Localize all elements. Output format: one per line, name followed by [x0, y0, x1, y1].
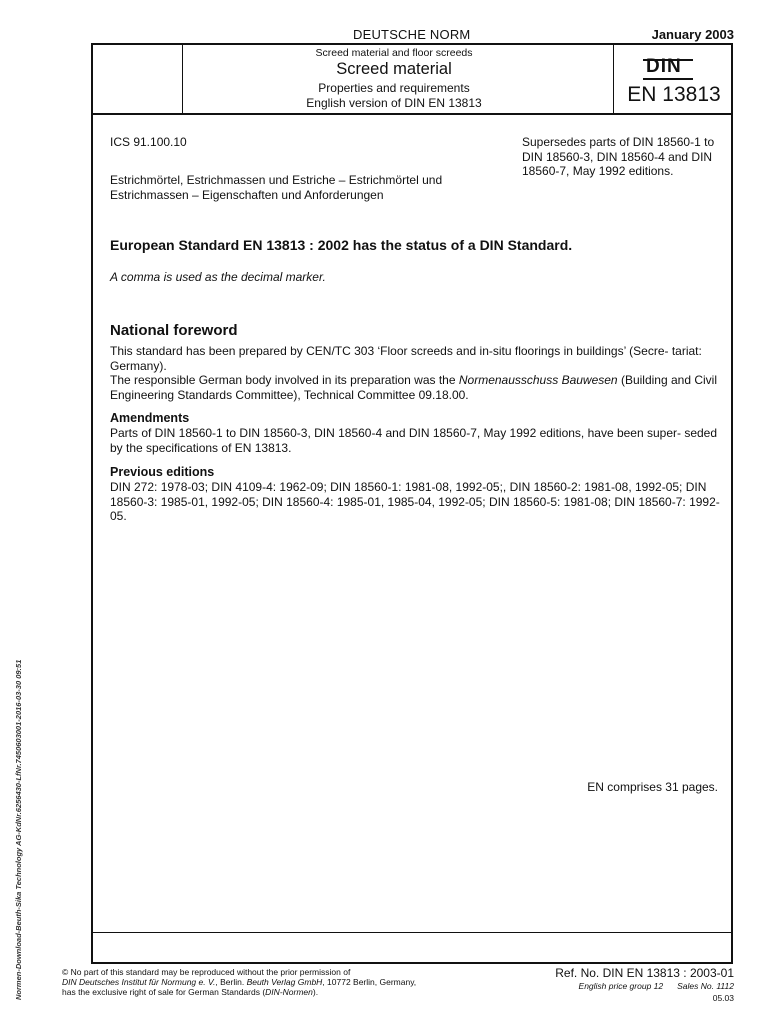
foreword-paragraph-2 [110, 373, 720, 402]
supersedes-note: Supersedes parts of DIN 18560-1 to DIN 18560-3, DIN 18560-4 and DIN 18560-7, May 1992 editions. [522, 135, 715, 178]
copyright-city: , Berlin. [215, 977, 247, 987]
status-statement: European Standard EN 13813 : 2002 has the status of a DIN Standard. [110, 237, 573, 253]
national-foreword-heading: National foreword [110, 322, 238, 339]
title-block-divider-left [182, 45, 183, 113]
document-category: Screed material and floor screeds [315, 47, 473, 59]
foreword-p2-end: (Building and Civil Engineering Standards Committee), Technical Committee 09.18.00. [110, 373, 717, 402]
amendments-heading: Amendments [110, 411, 190, 425]
german-title: Estrichmörtel, Estrichmassen und Estriche – Estrichmörtel und Estrichmassen – Eigenschaften und Anforderungen [110, 173, 443, 202]
copyright-notice [62, 967, 482, 997]
title-block [93, 45, 731, 115]
document-version: English version of DIN EN 13813 [306, 96, 482, 110]
foreword-p2-start: The responsible German body involved in its preparation was the [110, 373, 459, 387]
title-block-divider-right [613, 45, 614, 113]
issue-date: January 2003 [651, 27, 734, 42]
copyright-line-1: © No part of this standard may be reproduced without the prior permission of [62, 967, 351, 977]
din-logo-bottom-rule [643, 78, 693, 80]
foreword-paragraph-1: This standard has been prepared by CEN/TC 303 ‘Floor screeds and in-situ floorings in buildings’ (Secre- tariat: Germany). [110, 344, 702, 373]
price-info [520, 981, 734, 991]
previous-editions-text: DIN 272: 1978-03; DIN 4109-4: 1962-09; DIN 18560-1: 1981-08, 1992-05;, DIN 18560-2: 1981-08, 1992-05; DIN 18560-3: 1985-01, 1992-05; DIN 18560-4: 1985-01, 1985-04, 1992-05; DIN 18560-5: 1981-08; DIN 18560-7: 1992-05. [110, 480, 720, 523]
document-type-label: DEUTSCHE NORM [353, 27, 471, 42]
footer-date-code: 05.03 [712, 993, 734, 1003]
committee-name: Normenausschuss Bauwesen [458, 373, 618, 387]
ics-code: ICS 91.100.10 [110, 135, 187, 149]
copyright-org: DIN Deutsches Institut für Normung e. V. [62, 977, 216, 987]
amendments-text: Parts of DIN 18560-1 to DIN 18560-3, DIN 18560-4 and DIN 18560-7, May 1992 editions, have been super- seded by the specifications of EN 13813. [110, 426, 718, 455]
price-group: English price group 12 [578, 981, 664, 991]
sales-number: Sales No. 1112 [677, 981, 734, 991]
document-title: Screed material [336, 60, 452, 78]
decimal-marker-note: A comma is used as the decimal marker. [110, 270, 326, 284]
frame-bottom-rule [93, 932, 731, 933]
copyright-line-2 [62, 977, 482, 987]
copyright-publisher: Beuth Verlag GmbH [246, 977, 323, 987]
copyright-address: , 10772 Berlin, Germany, [322, 977, 417, 987]
copyright-line-3-end: ). [312, 987, 319, 997]
din-logo: DIN [646, 56, 682, 77]
previous-editions-heading: Previous editions [110, 465, 215, 479]
copyright-line-3 [62, 987, 482, 997]
page-count: EN comprises 31 pages. [587, 780, 718, 794]
download-watermark: Normen-Download-Beuth-Sika Technology AG-KdNr.6256430-LfNr.7450603001-2016-03-30 09:51 [14, 659, 23, 1000]
standard-number: EN 13813 [627, 83, 721, 106]
copyright-line-3-start: has the exclusive right of sale for German Standards ( [62, 987, 266, 997]
reference-number: Ref. No. DIN EN 13813 : 2003-01 [555, 966, 734, 980]
document-subtitle: Properties and requirements [318, 81, 470, 95]
din-normen-label: DIN-Normen [265, 987, 313, 997]
